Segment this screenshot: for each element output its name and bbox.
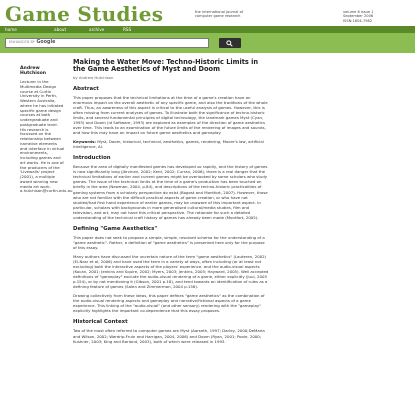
nav-archive[interactable]: archive [89, 27, 105, 32]
issue-issn: ISSN:1604-7982 [343, 18, 373, 23]
historical-heading: Historical Context [73, 319, 128, 326]
search-icon [226, 40, 233, 47]
author-bio: Lecturer in the Multimedia Design course at Curtin University in Perth, Western Australia, where he has initiated specific game design courses at both undergraduate and postgraduate level. His research is focussed on the relationship between narrative elements and interface in virtual environments, including games and art works. He is one of the producers of the 'Livewalls' project (2001), a multiple award winning new media art work. a.hutchison@curtin.edu.au [20, 79, 73, 194]
keywords [73, 139, 269, 149]
issue-volume: volume 6 issue 1 [343, 10, 374, 14]
nav-home[interactable]: home [5, 27, 17, 32]
abstract-text: This paper proposes that the technical limitations at the time of a game's creation have an enormous impact on the overall aesthetic of any specific game, and also the traditions of the whole craft. Thus, an awareness of this aspect is critical to the useful analysis of games. However, this is often missing from current analyses of games. To illustrate both the significance of techno-historic limits, and several fundamental principles of digital technology, the landmark games Myst (Cyan, 1993) and Doom (id Software, 1993) are explored as examples of the direction of game aesthetics over time. This leads to an examination of the future limits of the rendering of images and sounds, and how this may have an impact on future game aesthetics and gameplay. [73, 94, 268, 136]
defining-paragraph-2: Many authors have discussed the uncertain nature of the term "game aesthetics" (Lauteren, 2002) (El-Nasr et al, 2006) and have used the term in a variety of ways, often including (or at least not excluding) both the interactive aspects of the players' experience, and the audio-visual aspects (Kocan, 2001; Jenkins and Squire, 2002; Myers, 2003; Jenkins, 2005; Hayward, 2005). Well accepted definitions of "gameplay" exclude the audio-visual rendering of a game, either explicitly (Juul, 2005 p.154), or by not mentioning it (Gibson, 2001 p.18), and tend towards an identification of rules as a defining feature of games (Salen and Zimmerman, 2004 p.158). [73, 253, 269, 290]
historical-paragraph: Two of the most often referred to computer games are Myst (Aarseth, 1997; Darley, 2000;DeMaria and Wilson, 2002; Wardrip-Fruin and Harrigan, 2004, 2006) and Doom (Ryan, 2001; Poole, 2000; Kushner, 2003; King and Borland, 2003), both of which were released in 1993. [73, 328, 265, 344]
journal-logo[interactable]: Game Studies [5, 2, 164, 26]
issue-date: September 2006 [343, 14, 374, 19]
introduction-paragraph: Because the area of digitally manifested games has developed so rapidly, and the history of games is now significantly long (Järvinen, 2002; Kent, 2002; Curran, 2006), there is a real danger that the technical limitations of earlier and current games might be overlooked by some scholars who study games. The issue of the technical limits at the time of a game's production has been touched on briefly in the area (Newman, 2004, p.84), and descriptions of the techno-historic practicalities of gaming systems from a scholarly perspective do exist (Bogost and Montfort, 2007). However, those who are not familiar with the difficult practical aspects of game creation, or who have not studied/had first hand experience of earlier games, may be unaware of this important aspect. In particular, scholars with backgrounds in more generalised cultural/media studies, film and television, and art, may not have this critical perspective. The rationale for such a detailed understanding of the technical craft history of games has already been made (Montfort, 2005). [73, 164, 268, 220]
nav-rss[interactable]: RSS [123, 27, 132, 32]
journal-tagline: the international journal of computer game research [195, 10, 244, 19]
defining-paragraph-3: Drawing collectively from these ideas, this paper defines "game aesthetics" as the combination of the audio-visual rendering aspects and gameplay and narrative/fictional aspects of a game experience. This linking of the "audio-visual" (and other sensory) rendering with the "gameplay" explicitly highlights the important co-dependence that this essay proposes. [73, 293, 265, 314]
author-name: Andrew Hutchison [20, 66, 47, 76]
keywords-label: Keywords: [73, 139, 96, 145]
search-bar [0, 33, 415, 53]
author-sidebar [20, 66, 73, 194]
search-placeholder-prefix: ENHANCED BY [9, 40, 35, 44]
article-title: Making the Water Move: Techno-Historic Limits in the Game Aesthetics of Myst and Doom [73, 58, 259, 74]
keywords-text: Myst, Doom, historical, technical, aesthetics, games, rendering, Moore's law, artificial intelligence, AI. [73, 139, 264, 150]
article-body [73, 59, 269, 348]
introduction-heading: Introduction [73, 155, 111, 162]
search-button[interactable] [219, 38, 241, 48]
site-header [0, 0, 415, 25]
article-byline: by Andrew Hutchison [73, 74, 114, 80]
search-input[interactable] [5, 38, 209, 48]
nav-about[interactable]: about [54, 27, 67, 32]
defining-heading: Defining "Game Aesthetics" [73, 225, 158, 232]
issue-info [343, 10, 403, 23]
search-placeholder-brand: Google [36, 40, 56, 45]
main-nav [0, 26, 415, 33]
abstract-heading: Abstract [73, 85, 99, 92]
defining-paragraph-1: This paper does not seek to propose a simple, simple, resolved schema for the understanding of a "game aesthetic". Rather, a definition of "game aesthetics" is presented here only for the purpose of this essay. [73, 234, 265, 250]
